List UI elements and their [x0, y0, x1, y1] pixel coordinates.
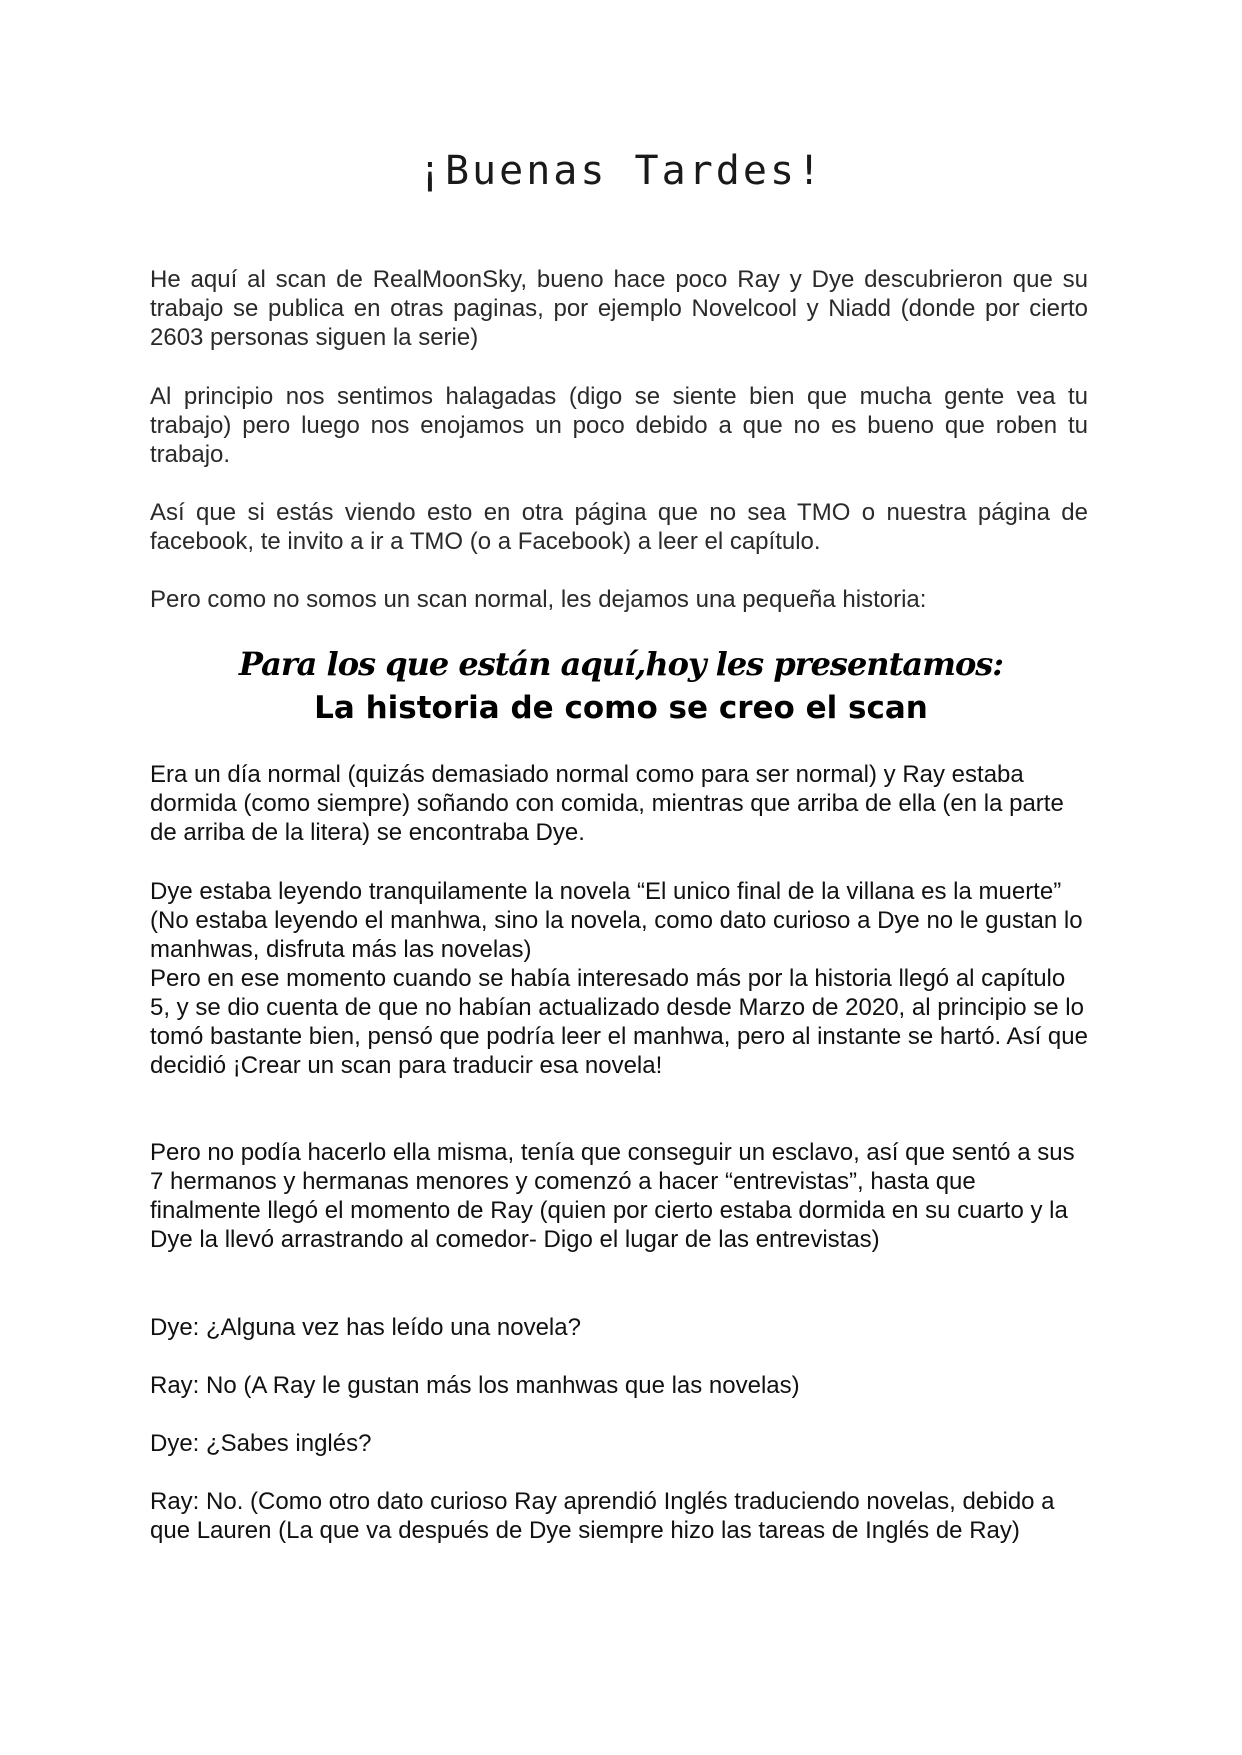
intro-paragraph-4: Pero como no somos un scan normal, les dejamos una pequeña historia: [150, 586, 927, 613]
dialogue-line-3: Dye: ¿Sabes inglés? [150, 1430, 372, 1457]
intro-paragraph-3: Así que si estás viendo esto en otra página que no sea TMO o nuestra página de facebook, te invito a ir a TMO (o a Facebook) a leer el capítulo. [150, 499, 1088, 555]
story-heading: La historia de como se creo el scan [314, 690, 928, 726]
dialogue-line-2: Ray: No (A Ray le gustan más los manhwas que las novelas) [150, 1372, 800, 1399]
dialogue-line-1: Dye: ¿Alguna vez has leído una novela? [150, 1314, 581, 1341]
story-paragraph-1: Era un día normal (quizás demasiado normal como para ser normal) y Ray estaba dormida (como siempre) soñando con comida, mientras que arriba de ella (en la parte de arriba de la litera) se encontraba Dye. [150, 761, 1064, 846]
dialogue-line-4: Ray: No. (Como otro dato curioso Ray aprendió Inglés traduciendo novelas, debido a que Lauren (La que va después de Dye siempre hizo las tareas de Inglés de Ray) [150, 1488, 1055, 1544]
intro-paragraph-2: Al principio nos sentimos halagadas (digo se siente bien que mucha gente vea tu trabajo) pero luego nos enojamos un poco debido a que no es bueno que roben tu trabajo. [150, 383, 1088, 468]
story-paragraph-3: Pero no podía hacerlo ella misma, tenía que conseguir un esclavo, así que sentó a sus 7 hermanos y hermanas menores y comenzó a hacer “entrevistas”, hasta que finalmente llegó el momento de Ray (quien por cierto estaba dormida en su cuarto y la Dye la llevó arrastrando al comedor- Digo el lugar de las entrevistas) [150, 1139, 1075, 1253]
intro-paragraph-1: He aquí al scan de RealMoonSky, bueno hace poco Ray y Dye descubrieron que su trabajo se publica en otras paginas, por ejemplo Novelcool y Niadd (donde por cierto 2603 personas siguen la serie) [150, 266, 1088, 351]
script-subtitle: Para los que están aquí,hoy les presentamos: [238, 645, 1004, 683]
story-paragraph-2: Dye estaba leyendo tranquilamente la novela “El unico final de la villana es la muerte” (No estaba leyendo el manhwa, sino la novela, como dato curioso a Dye no le gustan lo manhwas, disfruta más las novelas) Pero en ese momento cuando se había interesado más por la historia llegó al capítulo 5, y se dio cuenta de que no habían actualizado desde Marzo de 2020, al principio se lo tomó bastante bien, pensó que podría leer el manhwa, pero al instante se hartó. Así que decidió ¡Crear un scan para traducir esa novela! [150, 878, 1088, 1079]
page-title: ¡Buenas Tardes! [417, 148, 825, 194]
